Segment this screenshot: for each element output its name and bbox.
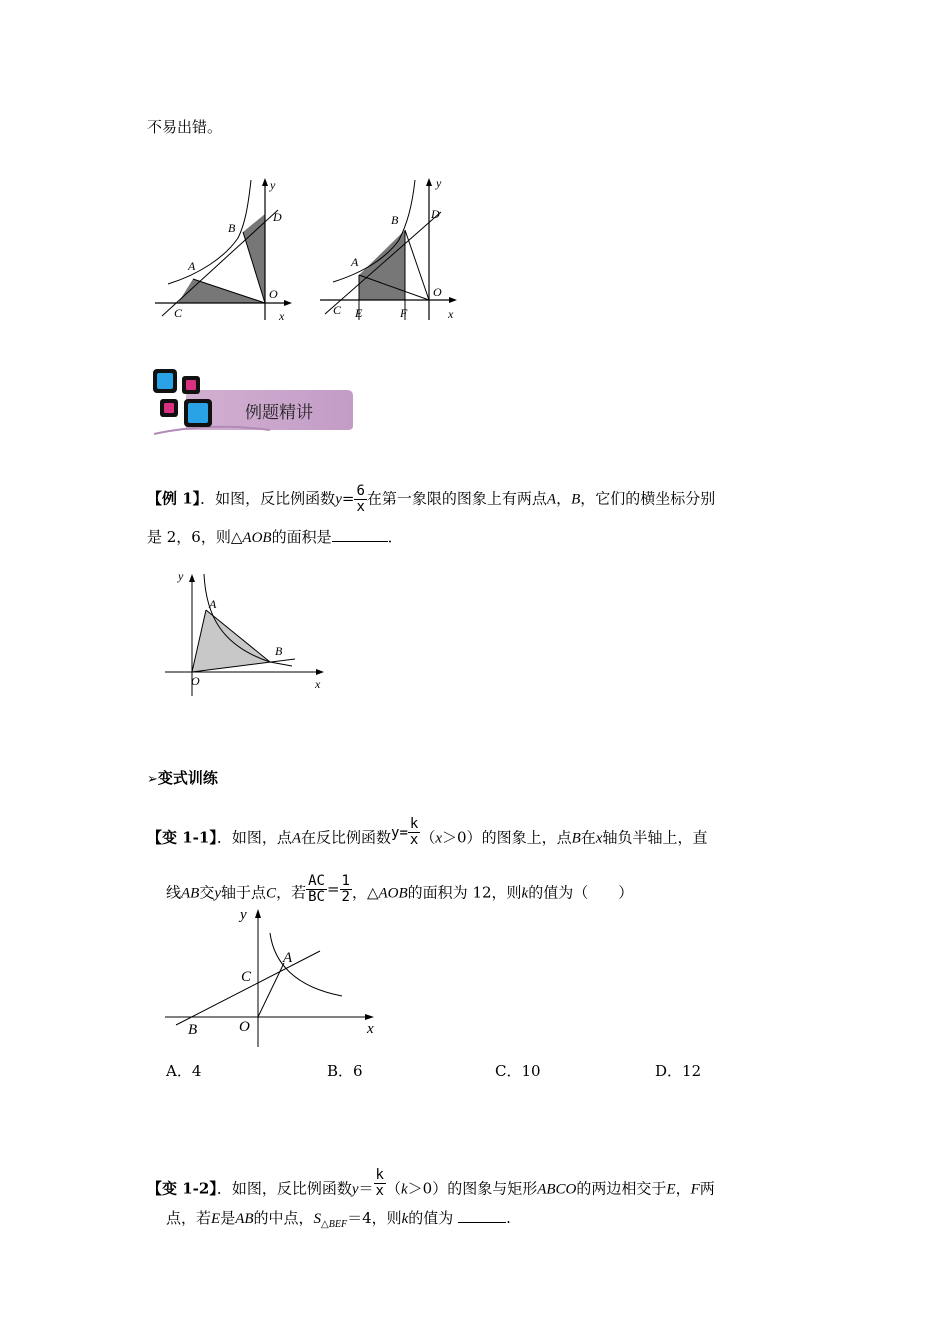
fig2-label-x: x <box>448 307 454 321</box>
fig1-label-c: C <box>174 306 183 320</box>
v12-text-7: 的中点， <box>253 1209 314 1227</box>
v12-eq: ＝ <box>358 1179 374 1198</box>
ex1-var-y: y <box>335 491 342 508</box>
v12-frac-den: x <box>375 1183 384 1199</box>
v11fig-line-ab <box>176 951 320 1025</box>
ex1fig-label-y: y <box>178 569 184 583</box>
fig2-label-o: O <box>433 285 442 299</box>
v11-text-3: 的图象上，点 <box>481 828 572 847</box>
section-title: 变式训练 <box>157 769 218 787</box>
ex1-eq: = <box>341 489 355 508</box>
ex1-frac-num: 6 <box>356 483 365 499</box>
v11-var-a: A <box>291 830 302 847</box>
v12-tag: 【变 1-2】 <box>147 1179 217 1198</box>
v11fig-label-c: C <box>241 969 252 985</box>
ex1-frac-den: x <box>356 499 365 515</box>
v11-var-aob: AOB <box>378 885 408 902</box>
v11-text-1: ．如图，点 <box>216 828 292 847</box>
v12-var-e2: E <box>211 1211 221 1227</box>
v11-yeq: y= <box>391 824 408 841</box>
v12-cond-k: k <box>400 1181 408 1198</box>
v12-var-k: k <box>401 1211 409 1227</box>
v11-option-b[interactable]: B．6 <box>327 1062 363 1080</box>
ex1-text-5: 的面积是 <box>271 528 332 546</box>
v11-half-num: 1 <box>341 873 350 889</box>
v11-var-ab: AB <box>181 885 200 902</box>
v11fig-x-arrow <box>365 1014 374 1020</box>
ex1-text-3: ，它们的横坐标分别 <box>580 489 716 508</box>
v11-ratio-fraction <box>306 874 327 905</box>
v11-text-12: 的值为（ ） <box>528 883 634 902</box>
banner-icon-sq1-fill <box>157 373 173 389</box>
fig2-seg-bo <box>405 230 429 300</box>
ex1-tag: 【例 1】 <box>147 489 201 508</box>
ex1fig-label-a: A <box>209 597 217 611</box>
v11-half-fraction <box>340 874 352 905</box>
v11-option-a[interactable]: A．4 <box>166 1062 202 1080</box>
v11-text-10: ，△ <box>351 883 379 902</box>
fig1-x-arrow <box>284 300 292 306</box>
v12-answer-blank[interactable] <box>458 1208 506 1223</box>
ex1fig-label-b: B <box>275 644 283 658</box>
figure-1 <box>150 172 300 324</box>
ex1-period: ． <box>387 528 403 546</box>
v12-var-abco: ABCO <box>537 1181 577 1198</box>
fig2-label-e: E <box>355 306 363 320</box>
example-1-figure <box>160 566 330 700</box>
v12-var-y: y <box>351 1181 359 1198</box>
ex1fig-label-x: x <box>315 677 321 691</box>
ex1-var-b: B <box>571 491 581 508</box>
v11-option-d[interactable]: D．12 <box>655 1062 702 1080</box>
ex1-var-a: A <box>546 491 557 508</box>
v11-text-11: 的面积为 12，则 <box>407 883 522 902</box>
v11-text-5: 轴负半轴上，直 <box>602 828 708 847</box>
v11-var-y: y <box>214 885 222 902</box>
v11-text-4: 在 <box>580 828 596 847</box>
v12-text-9: 的值为 <box>408 1209 459 1227</box>
banner-underline <box>154 427 270 434</box>
v12-frac-num: k <box>375 1167 384 1183</box>
fig1-label-d: D <box>273 210 282 224</box>
v11-tag: 【变 1-1】 <box>147 828 217 847</box>
v12-paren-open: （ <box>385 1179 401 1198</box>
fig1-shade-left <box>178 279 265 303</box>
fig2-label-y: y <box>436 176 442 190</box>
v11-paren-open: （ <box>420 828 436 847</box>
fig2-label-f: F <box>400 306 408 320</box>
variant-1-1-line-1 <box>147 816 708 854</box>
v12-cond-rest: ＞0） <box>407 1179 448 1198</box>
v11-half-den: 2 <box>341 889 350 905</box>
fig2-label-c: C <box>333 303 342 317</box>
v11-option-c[interactable]: C．10 <box>495 1062 541 1080</box>
v11-cond-rest: ＞0） <box>442 828 482 847</box>
v12-subscript: △BEF <box>321 1219 348 1230</box>
v11-fraction <box>408 817 420 848</box>
section-heading <box>147 768 218 790</box>
fig2-y-arrow <box>426 178 432 186</box>
v11-ratio-eq: = <box>326 879 340 898</box>
v12-text-8: ＝4，则 <box>347 1209 402 1227</box>
v12-fraction <box>374 1168 386 1199</box>
v11fig-label-y: y <box>240 907 247 923</box>
variant-1-2-line-1 <box>147 1167 715 1205</box>
section-arrow-icon: ➢ <box>147 772 158 787</box>
v11-cond-x: x <box>435 830 443 847</box>
intro-text: 不易出错。 <box>147 118 223 136</box>
fig1-hyperbola <box>168 180 251 284</box>
fig1-label-b: B <box>228 221 236 235</box>
v11-var-b: B <box>571 830 581 847</box>
ex1-comma: ， <box>556 489 572 508</box>
v11fig-label-b: B <box>188 1022 198 1038</box>
v11fig-label-x: x <box>367 1021 374 1037</box>
v12-text-5: 点，若 <box>166 1209 212 1227</box>
v12-text-4: 两 <box>699 1179 715 1198</box>
v12-text-2: 的图象与矩形 <box>447 1179 538 1198</box>
v12-var-f: F <box>690 1181 700 1198</box>
fig1-label-x: x <box>279 309 285 323</box>
v12-var-e: E <box>666 1181 676 1198</box>
ex1fig-label-o: O <box>191 674 200 688</box>
ex1-fraction <box>354 484 366 515</box>
ex1-var-aob: AOB <box>242 530 272 546</box>
example-1-line-1 <box>147 484 715 515</box>
v11-var-c: C <box>266 885 277 902</box>
v12-text-6: 是 <box>220 1209 236 1227</box>
v12-period: . <box>506 1209 511 1227</box>
banner-icon-sq2-fill <box>186 380 196 390</box>
fig1-label-o: O <box>269 287 278 301</box>
variant-1-2-line-2 <box>166 1208 511 1235</box>
v11-text-2: 在反比例函数 <box>301 828 392 847</box>
section-banner <box>150 366 356 436</box>
v11-var-k: k <box>521 885 529 902</box>
fig1-shade-right <box>243 214 265 303</box>
v11-frac-num: k <box>409 816 419 832</box>
ex1-text-1: ．如图，反比例函数 <box>200 489 336 508</box>
v11-text-6: 线 <box>166 883 182 902</box>
v11fig-seg-oa <box>258 963 284 1017</box>
example-1-line-2 <box>147 527 403 548</box>
banner-icon-sq3-fill <box>164 403 174 413</box>
v11-ratio-num: AC <box>308 873 325 889</box>
ex1fig-y-arrow <box>189 574 195 582</box>
figure-2 <box>315 172 465 324</box>
v12-var-s: S <box>313 1211 322 1227</box>
banner-icon-sq4-fill <box>188 403 208 423</box>
v11-text-8: 轴于点 <box>221 883 267 902</box>
v11-var-x: x <box>595 830 603 847</box>
v11-text-7: 交 <box>199 883 215 902</box>
v11fig-hyperbola <box>270 933 342 996</box>
v12-var-ab: AB <box>235 1211 254 1227</box>
fig2-label-d: D <box>431 207 440 221</box>
ex1fig-x-arrow <box>316 669 324 675</box>
v11fig-y-arrow <box>255 909 261 918</box>
ex1-answer-blank[interactable] <box>332 527 388 542</box>
v11fig-label-o: O <box>239 1019 250 1035</box>
v12-text-3: 的两边相交于 <box>576 1179 667 1198</box>
fig2-label-a: A <box>351 255 359 269</box>
v11fig-label-a: A <box>283 950 293 966</box>
ex1-text-4: 是 2，6，则△ <box>147 528 243 546</box>
fig2-x-arrow <box>449 297 457 303</box>
v12-comma: ， <box>675 1179 691 1198</box>
fig2-label-b: B <box>391 213 399 227</box>
v11-text-9: ，若 <box>276 883 307 902</box>
v12-text-1: ．如图，反比例函数 <box>216 1179 352 1198</box>
v11-ratio-den: BC <box>308 889 325 905</box>
banner-label: 例题精讲 <box>245 403 313 423</box>
fig1-y-arrow <box>262 178 268 186</box>
fig1-label-a: A <box>188 259 196 273</box>
ex1-text-2: 在第一象限的图象上有两点 <box>366 489 547 508</box>
fig1-label-y: y <box>270 178 276 192</box>
v11-frac-den: x <box>409 832 419 848</box>
variant-1-1-figure <box>160 903 390 1051</box>
